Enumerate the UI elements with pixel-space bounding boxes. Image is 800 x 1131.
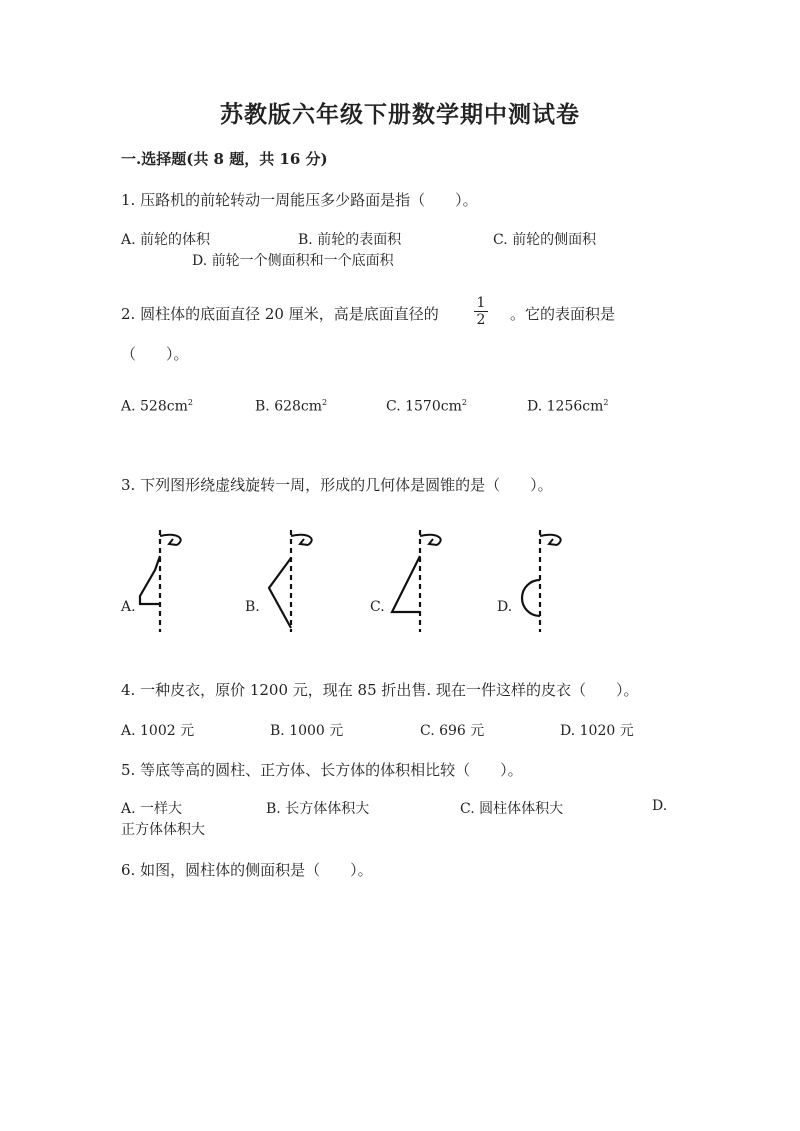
question-2-stem-after: 。它的表面积是 (510, 305, 616, 323)
question-2-option-b (255, 398, 327, 415)
squared-superscript: 2 (187, 398, 193, 407)
option-d-text: D. 1256cm (527, 398, 604, 415)
question-2-option-a (121, 398, 193, 415)
question-2-stem: 2. 圆柱体的底面直径 20 厘米，高是底面直径的 (121, 305, 439, 323)
question-3-stem: 3. 下列图形绕虚线旋转一周，形成的几何体是圆锥的是（ ）。 (121, 476, 553, 494)
question-2-option-c (386, 398, 467, 415)
page-title: 苏教版六年级下册数学期中测试卷 (220, 101, 580, 128)
squared-superscript: 2 (461, 398, 467, 407)
fraction-one-half (474, 295, 488, 328)
figure-d-semicircle (512, 528, 572, 634)
shape-outline (392, 556, 420, 612)
question-1-stem: 1. 压路机的前轮转动一周能压多少路面是指（ ）。 (121, 191, 478, 209)
question-5-option-d: D. (652, 798, 668, 814)
question-4-option-c: C. 696 元 (420, 723, 485, 739)
question-2-stem-line2: （ ）。 (121, 345, 189, 363)
section-heading: 一.选择题(共 8 题，共 16 分) (121, 150, 328, 168)
fraction-numerator: 1 (474, 295, 488, 312)
question-3-label-b: B. (245, 599, 260, 615)
squared-superscript: 2 (603, 398, 609, 407)
question-5-option-a: A. 一样大 (121, 801, 183, 817)
figure-c-right-triangle (388, 528, 448, 634)
shape-outline (522, 580, 540, 616)
squared-superscript: 2 (322, 398, 328, 407)
option-a-text: A. 528cm (121, 398, 188, 415)
question-5-option-c: C. 圆柱体体积大 (460, 801, 564, 817)
question-1-option-d: D. 前轮一个侧面积和一个底面积 (192, 253, 394, 269)
question-5-stem: 5. 等底等高的圆柱、正方体、长方体的体积相比较（ ）。 (121, 761, 523, 779)
figure-b-triangle (259, 528, 319, 634)
question-3-label-a: A. (121, 599, 136, 615)
question-3-label-d: D. (497, 599, 513, 615)
figure-a-trapezoid (135, 528, 195, 634)
question-2-option-d (527, 398, 608, 415)
shape-outline (269, 558, 291, 628)
question-5-option-d-wrap: 正方体体积大 (121, 822, 205, 838)
shape-outline (140, 556, 160, 604)
question-4-option-d: D. 1020 元 (560, 723, 634, 739)
question-4-option-b: B. 1000 元 (270, 723, 344, 739)
question-3-label-c: C. (370, 599, 385, 615)
question-4-stem: 4. 一种皮衣，原价 1200 元，现在 85 折出售. 现在一件这样的皮衣（ ）。 (121, 681, 639, 699)
question-6-stem: 6. 如图，圆柱体的侧面积是（ ）。 (121, 861, 373, 879)
question-4-option-a: A. 1002 元 (121, 723, 195, 739)
question-5-option-b: B. 长方体体积大 (266, 801, 370, 817)
question-1-option-b: B. 前轮的表面积 (298, 232, 402, 248)
fraction-denominator: 2 (476, 312, 486, 328)
option-c-text: C. 1570cm (386, 398, 462, 415)
option-b-text: B. 628cm (255, 398, 323, 415)
question-1-option-a: A. 前轮的体积 (121, 232, 211, 248)
question-1-option-c: C. 前轮的侧面积 (493, 232, 597, 248)
